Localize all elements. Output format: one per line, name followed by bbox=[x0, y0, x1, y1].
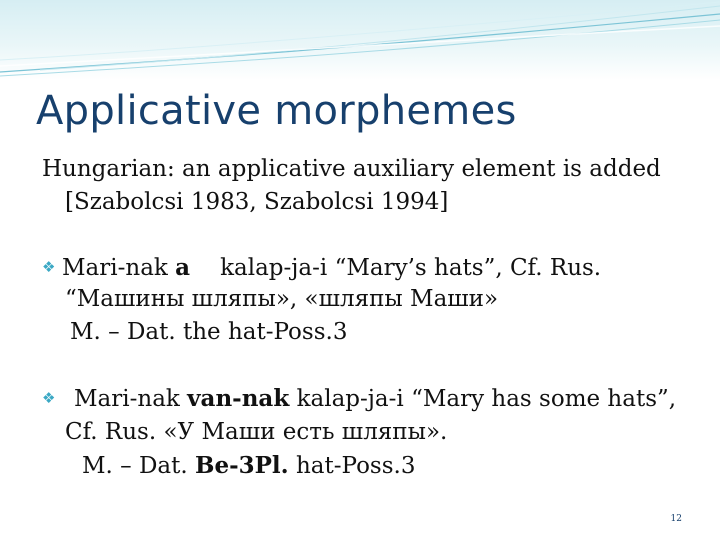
wave-lines-decoration bbox=[0, 0, 720, 80]
example-text: kalap-ja-i “Mary has some hats”, bbox=[289, 386, 677, 412]
paragraph-line: [Szabolcsi 1983, Szabolcsi 1994] bbox=[65, 189, 449, 215]
bullet-example-possessive bbox=[42, 251, 601, 349]
gloss-line: M. – Dat. the hat-Poss.3 bbox=[70, 319, 348, 345]
paragraph-line bbox=[42, 251, 601, 285]
example-text: Mari-nak bbox=[74, 386, 188, 412]
example-text: kalap-ja-i “Mary’s hats”, Cf. Rus. bbox=[220, 255, 602, 281]
header-decoration bbox=[0, 0, 720, 80]
bullet-example-existential bbox=[42, 382, 676, 483]
paragraph-line: “Машины шляпы», «шляпы Маши» bbox=[65, 286, 499, 312]
page-number: 12 bbox=[670, 514, 682, 524]
paragraph-line bbox=[42, 382, 676, 416]
gloss-bold-word: Be-3Pl. bbox=[195, 452, 289, 479]
gloss-line bbox=[42, 449, 676, 483]
bullet-icon: ❖ bbox=[42, 389, 56, 407]
paragraph-hungarian bbox=[42, 153, 661, 219]
example-text: Mari-nak bbox=[62, 255, 176, 281]
bullet-icon: ❖ bbox=[42, 258, 56, 276]
example-bold-word: a bbox=[175, 254, 191, 281]
slide-title: Applicative morphemes bbox=[36, 88, 517, 134]
gloss-text: M. – Dat. bbox=[82, 453, 196, 479]
gloss-text: hat-Poss.3 bbox=[288, 453, 416, 479]
paragraph-line: Cf. Rus. «У Маши есть шляпы». bbox=[65, 419, 448, 445]
paragraph-line: Hungarian: an applicative auxiliary element is added bbox=[42, 156, 661, 182]
example-bold-word: van-nak bbox=[187, 385, 290, 412]
